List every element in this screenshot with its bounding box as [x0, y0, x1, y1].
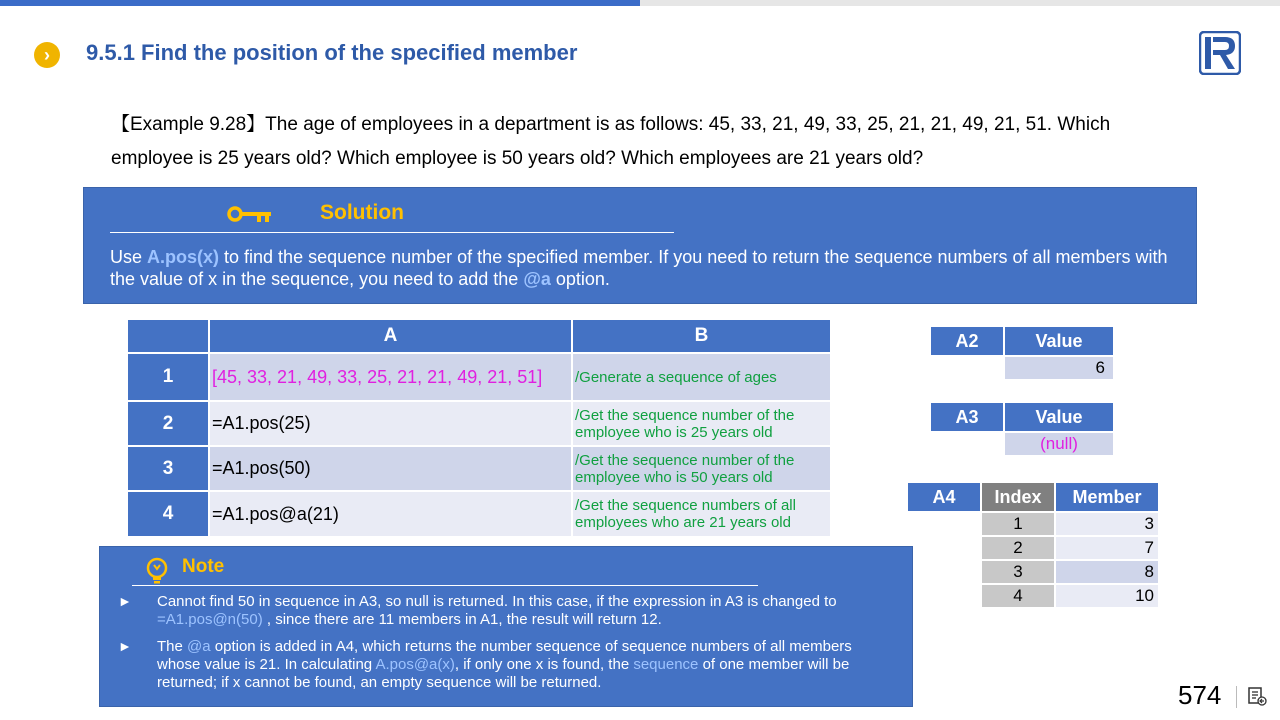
row-header[interactable]: 3: [127, 446, 209, 491]
cell-a2[interactable]: =A1.pos(25): [209, 401, 572, 446]
note-title: Note: [182, 556, 225, 577]
cell-b1[interactable]: /Generate a sequence of ages: [572, 353, 831, 401]
note-panel: [99, 546, 913, 707]
bullet-arrow-icon: ►: [118, 593, 132, 609]
grid-corner: [127, 319, 209, 353]
member-cell[interactable]: 10: [1055, 584, 1159, 608]
chevron-right-icon: ›: [34, 42, 60, 68]
row-header[interactable]: 4: [127, 491, 209, 537]
index-cell[interactable]: 2: [981, 536, 1055, 560]
note-item: The @a option is added in A4, which returns the number sequence of sequence numbers of all members whose value is 21. In calculating A.pos@a(x), if only one x is found, the sequence of one member will be returned; if x cannot be found, an empty sequence will be returned.: [157, 638, 852, 691]
slide-nav-icon[interactable]: [1247, 686, 1267, 706]
example-text: 【Example 9.28】The age of employees in a department is as follows: 45, 33, 21, 49, 33, 25, 21, 21, 49, 21, 51. Which employee is 25 years old? Which employee is 50 years old? Which employees are 21 years old?: [111, 114, 1111, 169]
member-cell[interactable]: 8: [1055, 560, 1159, 584]
logo: [1199, 31, 1241, 75]
index-cell[interactable]: 4: [981, 584, 1055, 608]
lightbulb-icon: [144, 557, 170, 585]
solution-panel: [83, 187, 1197, 304]
divider: [132, 585, 758, 586]
cell-b3[interactable]: /Get the sequence number of the employee who is 50 years old: [572, 446, 831, 491]
progress-bar: [0, 0, 640, 6]
key-icon: [227, 204, 273, 224]
row-header[interactable]: 2: [127, 401, 209, 446]
note-item: Cannot find 50 in sequence in A3, so null is returned. In this case, if the expression in A3 is changed to =A1.pos@n(50) , since there are 11 members in A1, the result will return 12.: [157, 593, 837, 628]
divider: [110, 232, 674, 233]
cell-b2[interactable]: /Get the sequence number of the employee who is 25 years old: [572, 401, 831, 446]
solution-title: Solution: [320, 201, 404, 224]
cell-a3[interactable]: =A1.pos(50): [209, 446, 572, 491]
result-label: A3: [930, 402, 1004, 432]
result-a3: [929, 401, 1115, 457]
column-header-b[interactable]: B: [572, 319, 831, 353]
result-label: A2: [930, 326, 1004, 356]
result-header: Value: [1004, 326, 1114, 356]
result-header: Value: [1004, 402, 1114, 432]
index-header: Index: [981, 482, 1055, 512]
cell-b4[interactable]: /Get the sequence numbers of all employees who are 21 years old: [572, 491, 831, 537]
divider: [1236, 686, 1237, 708]
column-header-a[interactable]: A: [209, 319, 572, 353]
result-value[interactable]: (null): [1004, 432, 1114, 456]
index-cell[interactable]: 1: [981, 512, 1055, 536]
page-number: 574: [1178, 680, 1222, 710]
result-value[interactable]: 6: [1004, 356, 1114, 380]
cell-a4[interactable]: =A1.pos@a(21): [209, 491, 572, 537]
page-title: 9.5.1 Find the position of the specified member: [86, 40, 578, 65]
member-cell[interactable]: 3: [1055, 512, 1159, 536]
member-header: Member: [1055, 482, 1159, 512]
bullet-arrow-icon: ►: [118, 638, 132, 654]
solution-text: Use A.pos(x) to find the sequence number of the specified member. If you need to return the sequence numbers of all members with the value of x in the sequence, you need to add the @a option.: [110, 247, 1168, 289]
code-grid: [126, 318, 832, 538]
row-header[interactable]: 1: [127, 353, 209, 401]
result-a4: [906, 481, 1160, 609]
index-cell[interactable]: 3: [981, 560, 1055, 584]
member-cell[interactable]: 7: [1055, 536, 1159, 560]
result-label: A4: [907, 482, 981, 512]
result-a2: [929, 325, 1115, 381]
cell-a1[interactable]: [45, 33, 21, 49, 33, 25, 21, 21, 49, 21, 51]: [209, 353, 572, 401]
